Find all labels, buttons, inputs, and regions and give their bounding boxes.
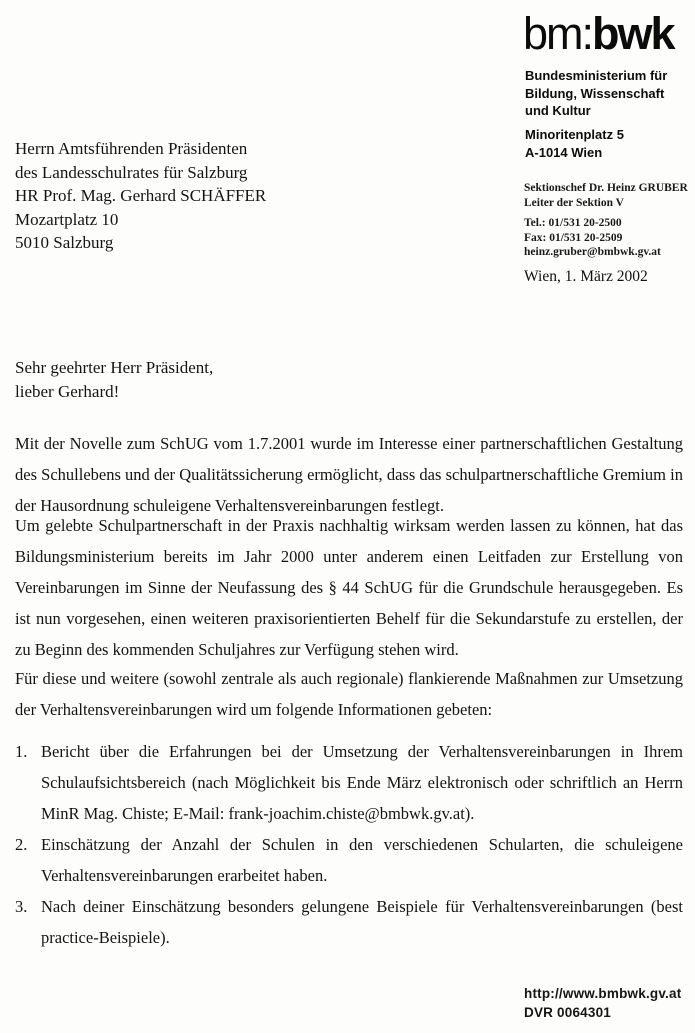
contact-person bbox=[524, 181, 688, 210]
request-list bbox=[15, 736, 683, 953]
contact-person-name: Sektionschef Dr. Heinz GRUBER bbox=[524, 182, 688, 194]
letter-footer bbox=[524, 984, 681, 1022]
list-item-number: 1. bbox=[15, 742, 28, 761]
list-item-number: 3. bbox=[15, 897, 28, 916]
list-item bbox=[15, 736, 683, 829]
list-item-text: Bericht über die Erfahrungen bei der Umsetzung der Verhaltensvereinbarungen in Ihrem Schulaufsichtsbereich (nach Möglichkeit bis Ende März elektronisch oder schriftlich an Herrn MinR Mag. Chiste; E-Mail: frank-joachim.chiste@bmbwk.gv.at). bbox=[41, 742, 683, 823]
list-item-text: Einschätzung der Anzahl der Schulen in den verschiedenen Schularten, die schuleigene Verhaltensvereinbarungen erarbeitet haben. bbox=[41, 835, 683, 885]
salutation-line: lieber Gerhard! bbox=[15, 382, 120, 401]
body-paragraph-1: Mit der Novelle zum SchUG vom 1.7.2001 wurde im Interesse einer partnerschaftlichen Gestaltung des Schullebens und der Qualitätssicherung ermöglicht, dass das schulpartnerschaftliche Gremium in der Hausordnung schuleigene Verhaltensvereinbarungen festlegt. bbox=[15, 434, 683, 515]
recipient-line: 5010 Salzburg bbox=[15, 233, 114, 252]
contact-details bbox=[524, 216, 661, 260]
salutation bbox=[15, 356, 213, 404]
list-item bbox=[15, 829, 683, 891]
ministry-name-line: Bildung, Wissenschaft bbox=[525, 85, 665, 101]
contact-person-role: Leiter der Sektion V bbox=[524, 196, 624, 209]
recipient-line: Mozartplatz 10 bbox=[15, 209, 119, 229]
list-item-number: 2. bbox=[15, 835, 28, 854]
recipient-address bbox=[15, 137, 266, 255]
list-item bbox=[15, 891, 683, 953]
ministry-address-street: Minoritenplatz 5 bbox=[525, 127, 624, 142]
ministry-address-city: A-1014 Wien bbox=[525, 144, 603, 160]
ministry-name bbox=[525, 67, 667, 120]
contact-telephone: Tel.: 01/531 20-2500 bbox=[524, 217, 622, 229]
bmbwk-logo-left: bm: bbox=[523, 8, 593, 59]
recipient-line: Herrn Amtsführenden Präsidenten bbox=[15, 139, 248, 158]
ministry-name-line: Bundesministerium für bbox=[525, 68, 668, 83]
ministry-address bbox=[525, 126, 624, 161]
salutation-line: Sehr geehrter Herr Präsident, bbox=[15, 358, 214, 377]
ministry-name-line: und Kultur bbox=[525, 103, 591, 118]
body-paragraph-2: Um gelebte Schulpartnerschaft in der Praxis nachhaltig wirksam werden lassen zu können, hat das Bildungsministerium bereits im Jahr 2000 unter anderem einen Leitfaden zur Erstellung von Vereinbarungen im Sinne der Neufassung des § 44 SchUG für die Grundschule herausgegeben. Es ist nun vorgesehen, einen weiteren praxisorientierten Behelf für die Sekundarstufe zu erstellen, der zu Beginn des kommenden Schuljahres zur Verfügung stehen wird. bbox=[15, 516, 683, 659]
contact-email: heinz.gruber@bmbwk.gv.at bbox=[524, 246, 661, 258]
footer-url: http://www.bmbwk.gv.at bbox=[524, 986, 682, 1001]
recipient-line: des Landesschulrates für Salzburg bbox=[15, 162, 248, 182]
bmbwk-logo-right: bwk bbox=[592, 8, 674, 59]
footer-dvr-number: DVR 0064301 bbox=[524, 1005, 612, 1020]
bmbwk-logo bbox=[523, 10, 674, 58]
list-item-text: Nach deiner Einschätzung besonders gelungene Beispiele für Verhaltensvereinbarungen (best practice-Beispiele). bbox=[41, 897, 683, 947]
recipient-line: HR Prof. Mag. Gerhard SCHÄFFER bbox=[15, 186, 267, 205]
contact-fax: Fax: 01/531 20-2509 bbox=[524, 231, 623, 244]
body-paragraph-3: Für diese und weitere (sowohl zentrale als auch regionale) flankierende Maßnahmen zur Umsetzung der Verhaltensvereinbarungen wird um folgende Informationen gebeten: bbox=[15, 669, 683, 719]
letter-date: Wien, 1. März 2002 bbox=[524, 268, 648, 285]
